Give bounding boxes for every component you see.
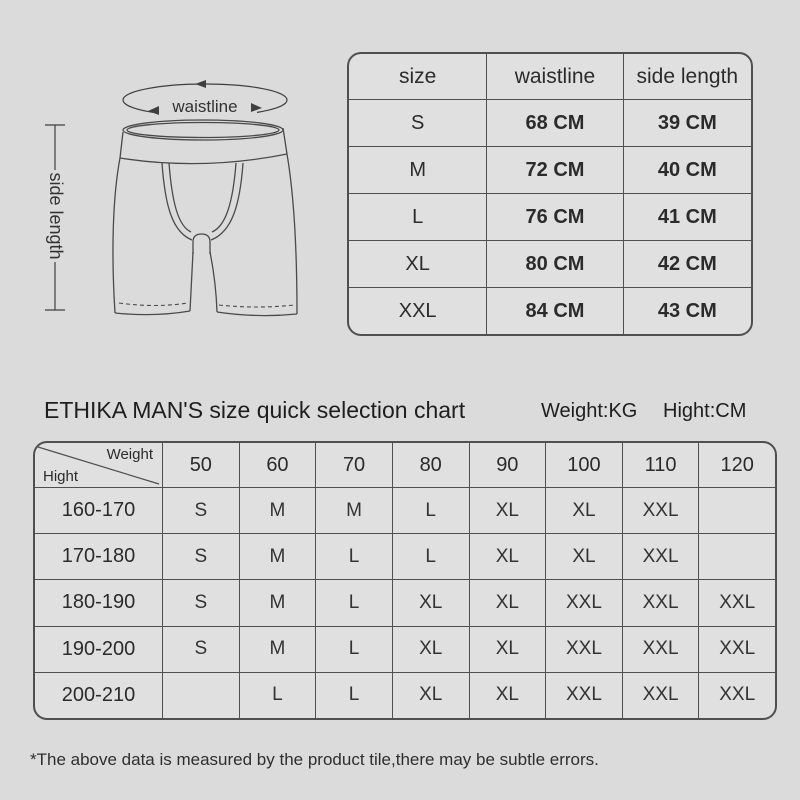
size-cell: S	[162, 533, 239, 579]
corner-weight-label: Weight	[106, 446, 153, 463]
height-range-label: 180-190	[35, 579, 162, 625]
size-cell: M	[239, 579, 316, 625]
column-header-size: size	[398, 64, 437, 88]
size-cell: XXL	[545, 579, 622, 625]
corner-hight-label: Hight	[43, 468, 79, 485]
size-cell: XXL	[622, 533, 699, 579]
size-cell: M	[239, 487, 316, 533]
size-cell: S	[162, 579, 239, 625]
size-cell: XL	[392, 579, 469, 625]
table-cell: 76 CM	[486, 193, 622, 240]
size-cell: L	[315, 533, 392, 579]
size-cell: XL	[469, 579, 546, 625]
size-cell: XL	[469, 533, 546, 579]
size-cell: XXL	[622, 579, 699, 625]
boxer-diagram	[20, 70, 340, 340]
weight-header: 80	[392, 443, 469, 487]
height-range-label: 200-210	[35, 672, 162, 718]
size-cell: XXL	[545, 626, 622, 672]
table-cell: 41 CM	[623, 193, 751, 240]
size-cell: XXL	[698, 579, 775, 625]
table-cell: 40 CM	[623, 146, 751, 193]
size-cell	[698, 487, 775, 533]
size-cell: XL	[545, 533, 622, 579]
size-cell: M	[239, 626, 316, 672]
footnote: *The above data is measured by the product tile,there may be subtle errors.	[30, 750, 599, 769]
size-cell: XXL	[622, 626, 699, 672]
weight-header: 100	[545, 443, 622, 487]
size-label: XL	[349, 240, 486, 287]
size-cell: M	[239, 533, 316, 579]
arrow-top-icon	[195, 80, 206, 88]
size-cell: L	[392, 487, 469, 533]
size-cell: XXL	[622, 487, 699, 533]
size-cell: L	[315, 672, 392, 718]
height-range-label: 190-200	[35, 626, 162, 672]
size-cell: XL	[469, 672, 546, 718]
table-cell: 43 CM	[623, 287, 751, 334]
page-title: ETHIKA MAN'S size quick selection chart	[44, 397, 466, 423]
table-cell: 80 CM	[486, 240, 622, 287]
table-cell: 68 CM	[486, 99, 622, 146]
size-label: XXL	[349, 287, 486, 334]
size-label: S	[349, 99, 486, 146]
size-cell: XL	[392, 626, 469, 672]
size-cell: L	[392, 533, 469, 579]
size-cell: XXL	[622, 672, 699, 718]
size-cell: XL	[392, 672, 469, 718]
size-cell	[698, 533, 775, 579]
table-cell: 39 CM	[623, 99, 751, 146]
table-cell: 84 CM	[486, 287, 622, 334]
weight-header: 70	[315, 443, 392, 487]
size-label: L	[349, 193, 486, 240]
weight-header: 120	[698, 443, 775, 487]
weight-header: 90	[469, 443, 546, 487]
column-header-waistline: waistline	[486, 54, 622, 99]
size-cell: XL	[469, 487, 546, 533]
side-length-measure	[45, 125, 66, 310]
size-label: M	[349, 146, 486, 193]
table-cell: 42 CM	[623, 240, 751, 287]
corner-header-cell	[35, 443, 162, 487]
height-unit-label: Hight:CM	[663, 400, 747, 422]
weight-unit-label: Weight:KG	[541, 400, 638, 422]
size-cell: L	[239, 672, 316, 718]
side-length-label: side length	[46, 172, 66, 260]
height-range-label: 160-170	[35, 487, 162, 533]
size-cell: S	[162, 626, 239, 672]
waistline-label: waistline	[172, 97, 238, 116]
table-cell: 72 CM	[486, 146, 622, 193]
size-spec-table	[347, 52, 753, 336]
size-cell: XXL	[545, 672, 622, 718]
boxer-outline	[113, 120, 297, 316]
size-cell: S	[162, 487, 239, 533]
size-cell: XXL	[698, 626, 775, 672]
size-cell: XL	[545, 487, 622, 533]
size-cell: XL	[469, 626, 546, 672]
size-cell: L	[315, 626, 392, 672]
size-cell: M	[315, 487, 392, 533]
size-cell	[162, 672, 239, 718]
size-cell: XXL	[698, 672, 775, 718]
size-cell: L	[315, 579, 392, 625]
weight-header: 110	[622, 443, 699, 487]
waistline-measure	[123, 80, 287, 118]
column-header-side-length: side length	[623, 54, 751, 99]
weight-header: 50	[162, 443, 239, 487]
height-range-label: 170-180	[35, 533, 162, 579]
weight-header: 60	[239, 443, 316, 487]
quick-selection-table	[33, 441, 777, 720]
